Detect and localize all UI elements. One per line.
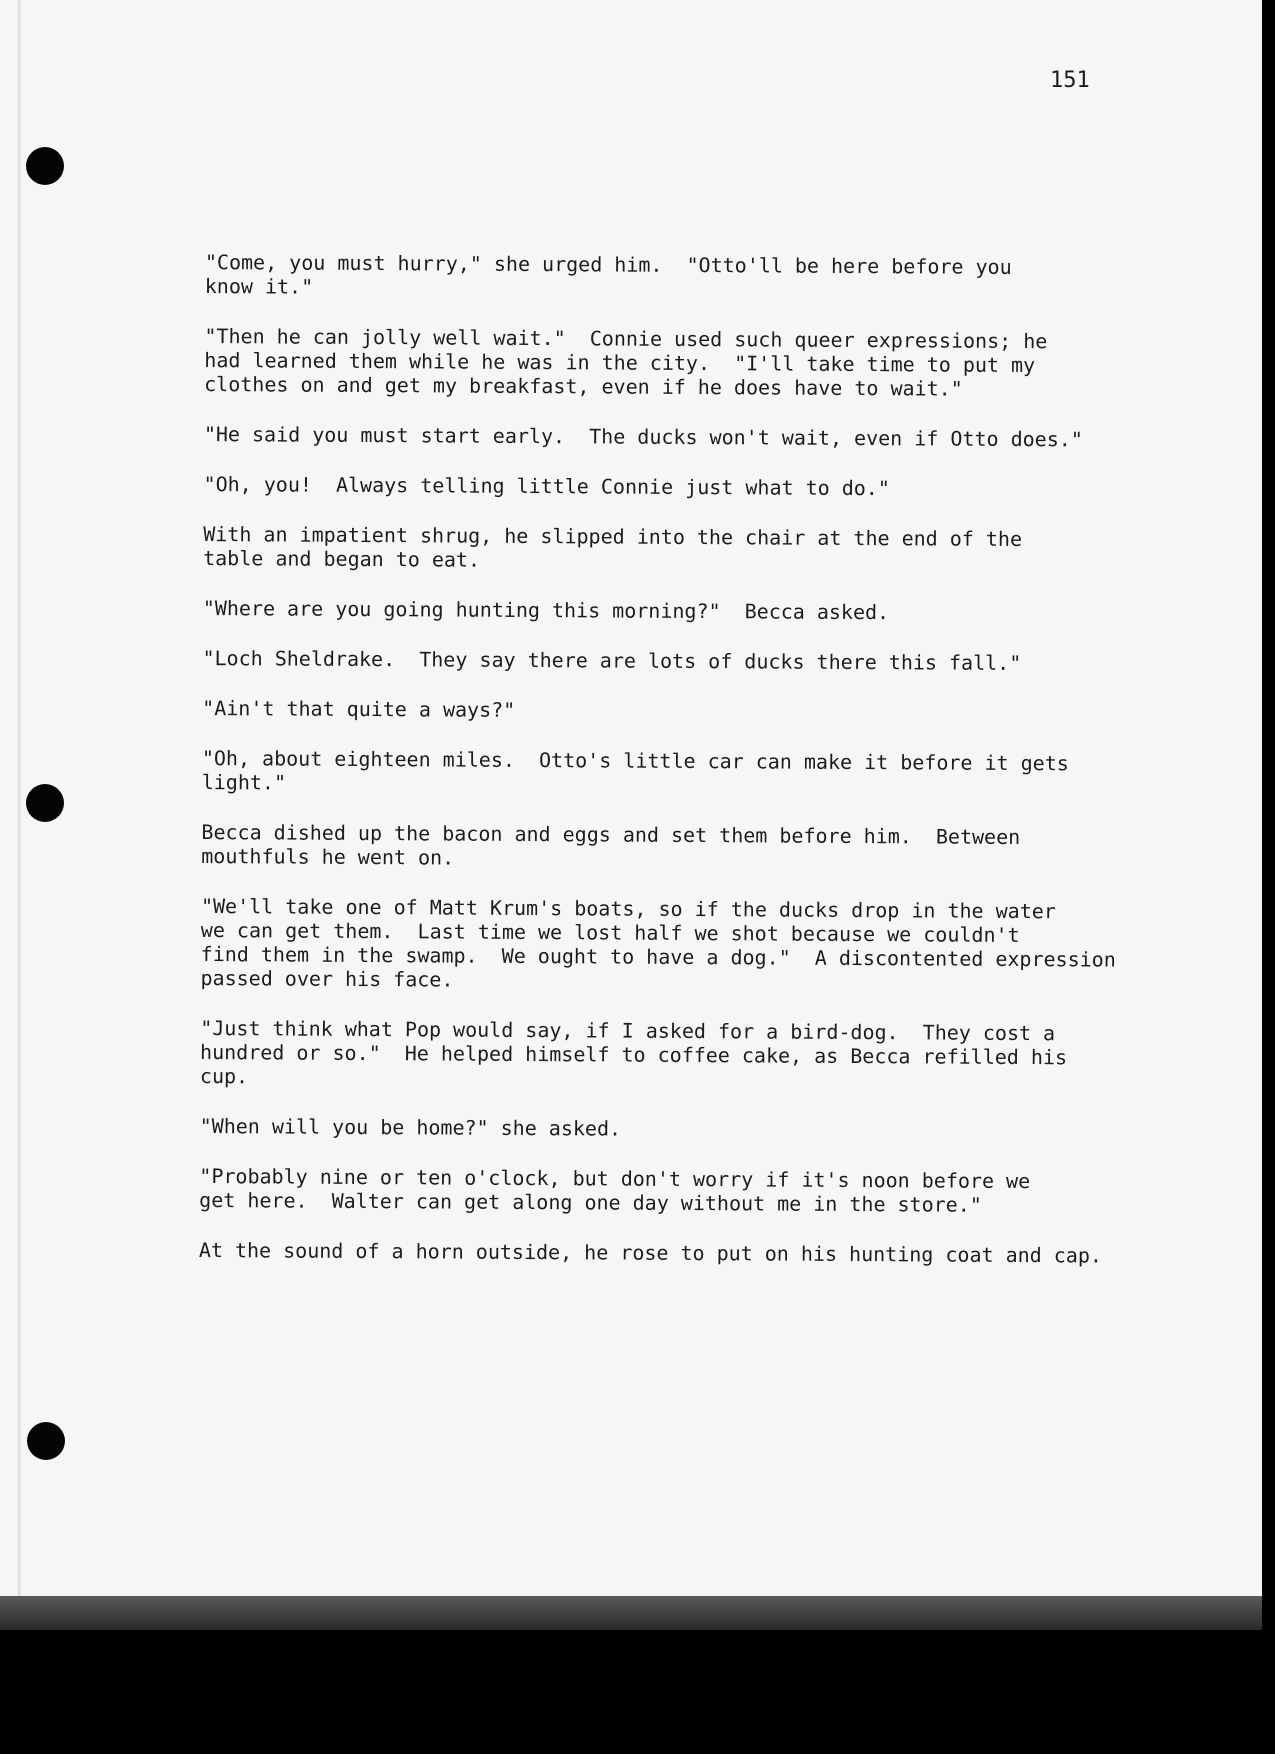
paragraph: "Come, you must hurry," she urged him. "Otto'll be here before you know it." <box>204 250 1012 299</box>
page-left-edge-shadow <box>18 0 21 1610</box>
paragraph: "Just think what Pop would say, if I asked for a bird-dog. They cost a hundred or so." He helped himself to coffee cake, as Becca refilled his cup. <box>199 1015 1068 1089</box>
punch-hole-bottom <box>27 1422 65 1460</box>
page-number: 151 <box>1050 68 1090 93</box>
paragraph: "Where are you going hunting this morning?" Becca asked. <box>202 595 890 625</box>
scanner-bottom-shadow <box>0 1596 1275 1630</box>
paragraph: "Loch Sheldrake. They say there are lots of ducks there this fall." <box>202 645 1022 675</box>
scanner-right-edge <box>1262 0 1275 1630</box>
paragraph: "Then he can jolly well wait." Connie used such queer expressions; he had learned them while he was in the city. "I'll take time to put my clothes on and get my breakfast, even if he does have to wait." <box>204 323 1048 401</box>
paragraph: "Probably nine or ten o'clock, but don't worry if it's noon before we get here. Walter can get along one day without me in the store." <box>199 1163 1031 1217</box>
paragraph: "We'll take one of Matt Krum's boats, so if the ducks drop in the water we can get them. Last time we lost half we shot because we couldn't find them in the swamp. We ought to have a dog." A discontented expression passed over his face. <box>200 893 1116 992</box>
punch-hole-middle <box>26 784 64 822</box>
paragraph: "Ain't that quite a ways?" <box>202 695 516 722</box>
paragraph: At the sound of a horn outside, he rose to put on his hunting coat and cap. <box>198 1237 1103 1268</box>
punch-hole-top <box>26 147 64 185</box>
paragraph: Becca dished up the bacon and eggs and set them before him. Between mouthfuls he went on. <box>201 819 1021 870</box>
paragraph: "He said you must start early. The ducks won't wait, even if Otto does." <box>203 421 1083 452</box>
paragraph: "Oh, you! Always telling little Connie just what to do." <box>203 471 890 501</box>
scanner-background <box>0 1630 1275 1754</box>
paragraph: With an impatient shrug, he slipped into the chair at the end of the table and began to eat. <box>203 521 1023 572</box>
paragraph: "Oh, about eighteen miles. Otto's little car can make it before it gets light." <box>201 745 1069 795</box>
paragraph: "When will you be home?" she asked. <box>199 1113 622 1141</box>
typed-body-text <box>199 250 1205 1294</box>
